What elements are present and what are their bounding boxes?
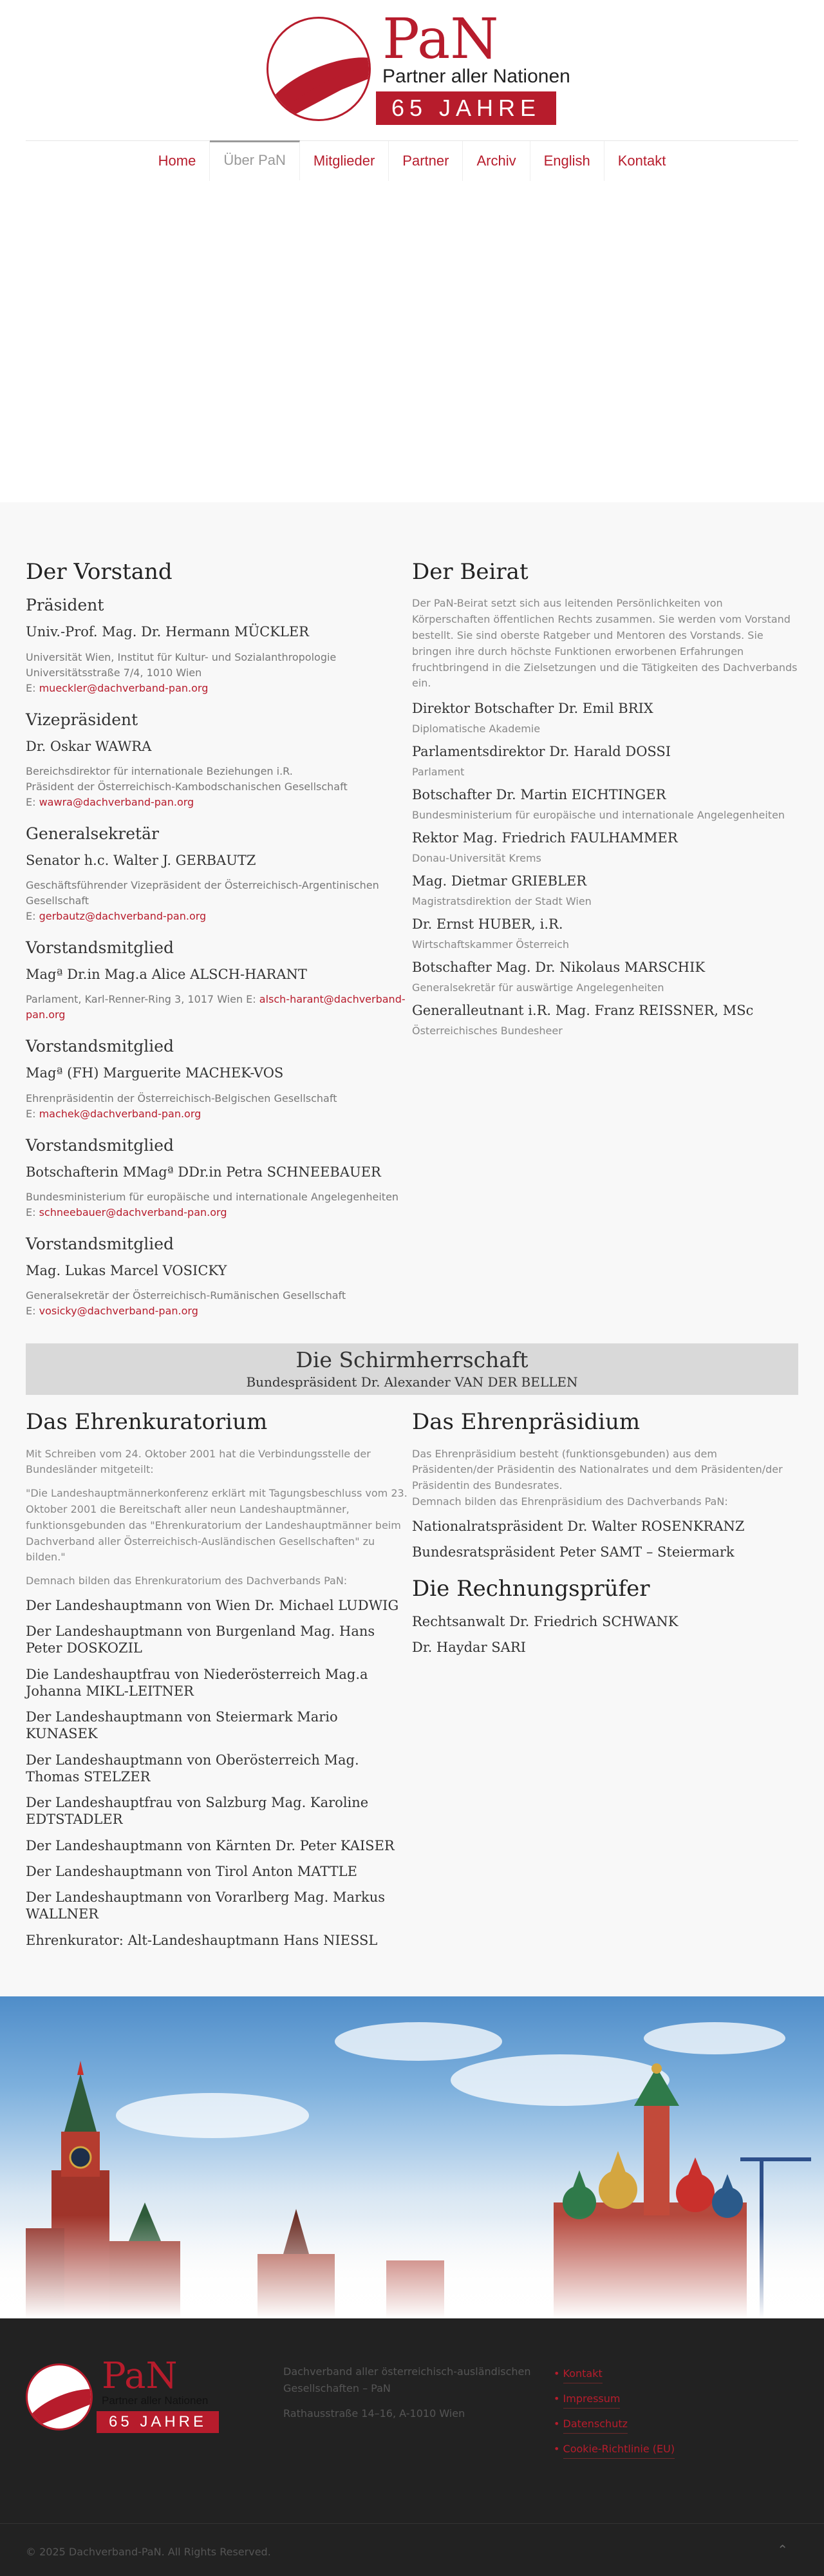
scroll-to-top-icon[interactable]: ⌃ — [777, 2541, 788, 2557]
member-email-line — [26, 909, 412, 924]
member-email-line — [26, 681, 412, 696]
beirat-member-institution: Österreichisches Bundesheer — [412, 1025, 563, 1037]
member-role: Vorstandsmitglied — [26, 1037, 174, 1056]
member-email-link[interactable]: vosicky@dachverband-pan.org — [39, 1305, 198, 1318]
email-prefix: E: — [26, 910, 36, 923]
vorstand-member — [26, 1235, 412, 1319]
section-title: Die Rechnungsprüfer — [412, 1576, 650, 1602]
footer-logo-subtitle: Partner aller Nationen — [102, 2394, 209, 2407]
beirat-member-name: Parlamentsdirektor Dr. Harald DOSSI — [412, 744, 671, 760]
ehrenkuratorium-text: Demnach bilden das Ehrenkuratorium des Dachverbands PaN: — [26, 1575, 348, 1587]
footer-org-name: Dachverband aller österreichisch-ausländischen Gesellschaften – PaN — [283, 2365, 531, 2394]
kuratorium-member: Der Landeshauptmann von Burgenland Mag. Hans Peter DOSKOZIL — [26, 1624, 375, 1656]
beirat-member-name: Dr. Ernst HUBER, i.R. — [412, 916, 563, 933]
footer-address-block — [283, 2363, 541, 2431]
member-name: Mag. Lukas Marcel VOSICKY — [26, 1262, 227, 1278]
footer-link-item — [554, 2392, 675, 2405]
email-prefix: E: — [26, 1107, 36, 1120]
beirat-member-name: Generalleutnant i.R. Mag. Franz REISSNER, MSc — [412, 1003, 754, 1019]
footer-bottom-bar — [0, 2523, 824, 2576]
ehrenpraesidium-section — [412, 1410, 798, 1958]
skyline-photo — [0, 1996, 824, 2318]
footer-logo[interactable] — [26, 2354, 225, 2434]
member-email-line — [26, 1106, 412, 1122]
member-name: Dr. Oskar WAWRA — [26, 738, 152, 754]
member-role: Präsident — [26, 596, 104, 615]
vorstand-section — [26, 560, 412, 1319]
nav-item-home[interactable]: Home — [145, 141, 211, 181]
member-email-line — [26, 1303, 412, 1319]
kuratorium-member: Der Landeshauptmann von Vorarlberg Mag. Markus WALLNER — [26, 1889, 386, 1922]
beirat-member-institution: Diplomatische Akademie — [412, 723, 541, 735]
kuratorium-member: Der Landeshauptmann von Steiermark Mario KUNASEK — [26, 1709, 338, 1742]
member-institution-2: Präsident der Österreichisch-Kambodschanischen Gesellschaft — [26, 780, 348, 793]
beirat-member-name: Botschafter Mag. Dr. Nikolaus MARSCHIK — [412, 960, 706, 976]
footer-links — [554, 2367, 675, 2468]
footer-link-cookie[interactable]: Cookie-Richtlinie (EU) — [563, 2443, 675, 2459]
kuratorium-member: Die Landeshauptfrau von Niederösterreich Mag.a Johanna MIKL-LEITNER — [26, 1666, 368, 1699]
member-institution: Ehrenpräsidentin der Österreichisch-Belgischen Gesellschaft — [26, 1092, 337, 1104]
section-title: Das Ehrenkuratorium — [26, 1409, 268, 1435]
footer-link-impressum[interactable]: Impressum — [563, 2392, 621, 2409]
email-prefix: E: — [26, 795, 36, 808]
member-role: Vorstandsmitglied — [26, 1135, 174, 1155]
kuratorium-member: Der Landeshauptmann von Kärnten Dr. Peter KAISER — [26, 1837, 395, 1853]
footer-link-kontakt[interactable]: Kontakt — [563, 2367, 603, 2383]
section-title: Das Ehrenpräsidium — [412, 1409, 641, 1435]
beirat-member-name: Rektor Mag. Friedrich FAULHAMMER — [412, 830, 678, 846]
member-role: Vizepräsident — [26, 710, 138, 729]
member-role: Generalsekretär — [26, 824, 159, 843]
kuratorium-member: Der Landeshauptmann von Oberösterreich Mag. Thomas STELZER — [26, 1752, 359, 1785]
beirat-intro: Der PaN-Beirat setzt sich aus leitenden Persönlichkeiten von Körperschaften öffentlichen Rechts zusammen. Sie werden vom Vorstand bestellt. Sie sind oberste Ratgeber und Mentoren des Vorstands. Sie bringen ihre durch höchste Funktionen erworbenen Erfahrungen fruchtbringend in die Zielsetzungen und die Tätigkeiten des Dachverbands ein. — [412, 597, 798, 690]
site-header — [0, 0, 824, 187]
email-prefix: E: — [26, 1206, 36, 1218]
email-prefix: E: — [26, 1305, 36, 1318]
footer-link-item — [554, 2367, 675, 2380]
member-name: Botschafterin MMagª DDr.in Petra SCHNEEBAUER — [26, 1164, 381, 1180]
copyright-text: © 2025 Dachverband-PaN. All Rights Reserved. — [26, 2545, 271, 2558]
member-institution: Universität Wien, Institut für Kultur- und Sozialanthropologie — [26, 650, 337, 663]
schirmherrschaft-name: Bundespräsident Dr. Alexander VAN DER BELLEN — [246, 1374, 578, 1390]
vorstand-member — [26, 1136, 412, 1220]
member-address: Universitätsstraße 7/4, 1010 Wien — [26, 666, 202, 679]
beirat-member-name: Mag. Dietmar GRIEBLER — [412, 873, 587, 889]
beirat-member-institution: Wirtschaftskammer Österreich — [412, 938, 570, 951]
praesidium-member: Nationalratspräsident Dr. Walter ROSENKRANZ — [412, 1518, 745, 1534]
pruefer-member: Dr. Haydar SARI — [412, 1639, 526, 1655]
member-institution: Parlament, Karl-Renner-Ring 3, 1017 Wien E: — [26, 993, 256, 1006]
beirat-member-institution: Parlament — [412, 766, 465, 779]
kuratorium-member: Der Landeshauptfrau von Salzburg Mag. Karoline EDTSTADLER — [26, 1795, 369, 1828]
member-name: Magª (FH) Marguerite MACHEK-VOS — [26, 1065, 284, 1081]
empty-hero-area — [0, 187, 824, 502]
member-name: Magª Dr.in Mag.a Alice ALSCH-HARANT — [26, 967, 307, 983]
nav-item-english[interactable]: English — [530, 141, 604, 181]
vorstand-member — [26, 1037, 412, 1121]
beirat-member-name: Botschafter Dr. Martin EICHTINGER — [412, 787, 666, 803]
ehrenpraesidium-text: Demnach bilden das Ehrenpräsidium des Dachverbands PaN: — [412, 1495, 728, 1508]
nav-item-kontakt[interactable]: Kontakt — [617, 153, 666, 169]
vorstand-member — [26, 710, 412, 810]
member-email-link[interactable]: mueckler@dachverband-pan.org — [39, 681, 209, 694]
main-navigation — [26, 140, 798, 180]
logo-subtitle: Partner aller Nationen — [382, 66, 570, 87]
vorstand-member — [26, 596, 412, 696]
beirat-member-institution: Bundesministerium für europäische und internationale Angelegenheiten — [412, 809, 785, 822]
member-email-line — [26, 992, 412, 1023]
footer-logo-brand: PaN — [102, 2354, 178, 2397]
footer-address: Rathausstraße 14–16, A-1010 Wien — [283, 2407, 465, 2420]
schirmherrschaft-box — [26, 1343, 798, 1395]
member-institution: Bereichsdirektor für internationale Beziehungen i.R. — [26, 764, 293, 777]
ehrenpraesidium-text: Das Ehrenpräsidium besteht (funktionsgebunden) aus dem Präsidenten/der Präsidentin des Nationalrates und dem Präsidenten/der Präsidentin des Bundesrates. — [412, 1447, 783, 1492]
member-email-link[interactable]: gerbautz@dachverband-pan.org — [39, 910, 207, 923]
footer-logo-band: 65 JAHRE — [97, 2411, 219, 2433]
member-email-link[interactable]: wawra@dachverband-pan.org — [39, 795, 194, 808]
member-institution: Generalsekretär der Österreichisch-Rumänischen Gesellschaft — [26, 1289, 346, 1302]
member-email-link[interactable]: alsch-harant@dachverband-pan.org — [26, 993, 406, 1021]
beirat-section — [412, 560, 798, 1319]
member-email-line — [26, 795, 412, 810]
kuratorium-member: Der Landeshauptmann von Wien Dr. Michael LUDWIG — [26, 1597, 399, 1613]
member-email-link[interactable]: schneebauer@dachverband-pan.org — [39, 1206, 227, 1218]
logo-anniversary-band: 65 JAHRE — [376, 91, 556, 125]
footer-link-item — [554, 2418, 675, 2430]
ehrenkuratorium-section — [26, 1410, 412, 1958]
logo-emblem — [267, 17, 371, 121]
vorstand-member — [26, 824, 412, 924]
ehrenkuratorium-quote: "Die Landeshauptmännerkonferenz erklärt mit Tagungsbeschluss vom 23. Oktober 2001 die Bereitschaft aller neun Landeshauptmänner, funktionsgebunden das "Ehrenkuratorium der Landeshauptmänner beim Dachverband aller Österreichisch-Ausländischen Gesellschaften" zu bilden." — [26, 1487, 407, 1564]
nav-item-archiv[interactable]: Archiv — [463, 141, 530, 181]
kuratorium-member: Der Landeshauptmann von Tirol Anton MATTLE — [26, 1863, 357, 1879]
logo-brand: PaN — [382, 7, 499, 71]
section-title: Der Beirat — [412, 559, 529, 585]
main-content — [0, 502, 824, 1996]
beirat-member-name: Direktor Botschafter Dr. Emil BRIX — [412, 701, 653, 717]
site-logo[interactable] — [267, 7, 570, 125]
footer-link-datenschutz[interactable]: Datenschutz — [563, 2418, 628, 2434]
kuratorium-member: Ehrenkurator: Alt-Landeshauptmann Hans NIESSL — [26, 1932, 378, 1948]
section-title: Der Vorstand — [26, 559, 173, 585]
schirmherrschaft-title: Die Schirmherrschaft — [295, 1347, 529, 1373]
email-prefix: E: — [26, 681, 36, 694]
member-role: Vorstandsmitglied — [26, 1234, 174, 1253]
beirat-member-institution: Donau-Universität Krems — [412, 852, 541, 865]
member-institution: Bundesministerium für europäische und internationale Angelegenheiten — [26, 1190, 399, 1203]
nav-item-partner[interactable]: Partner — [389, 141, 463, 181]
member-role: Vorstandsmitglied — [26, 938, 174, 958]
nav-item-mitglieder[interactable]: Mitglieder — [300, 141, 389, 181]
member-institution: Geschäftsführender Vizepräsident der Österreichisch-Argentinischen Gesellschaft — [26, 879, 379, 907]
footer-link-item — [554, 2443, 675, 2455]
member-name: Senator h.c. Walter J. GERBAUTZ — [26, 852, 256, 868]
vorstand-member — [26, 938, 412, 1023]
footer-logo-emblem — [26, 2363, 93, 2430]
member-name: Univ.-Prof. Mag. Dr. Hermann MÜCKLER — [26, 624, 309, 640]
pruefer-member: Rechtsanwalt Dr. Friedrich SCHWANK — [412, 1613, 679, 1629]
site-footer — [0, 2318, 824, 2576]
member-email-line — [26, 1205, 412, 1220]
ehrenkuratorium-text: Mit Schreiben vom 24. Oktober 2001 hat die Verbindungsstelle der Bundesländer mitgeteilt: — [26, 1447, 371, 1476]
beirat-member-institution: Magistratsdirektion der Stadt Wien — [412, 895, 592, 908]
beirat-member-institution: Generalsekretär für auswärtige Angelegenheiten — [412, 981, 664, 994]
member-email-link[interactable]: machek@dachverband-pan.org — [39, 1107, 201, 1120]
praesidium-member: Bundesratspräsident Peter SAMT – Steiermark — [412, 1544, 735, 1560]
nav-item-ueber-pan[interactable]: Über PaN — [210, 140, 300, 180]
